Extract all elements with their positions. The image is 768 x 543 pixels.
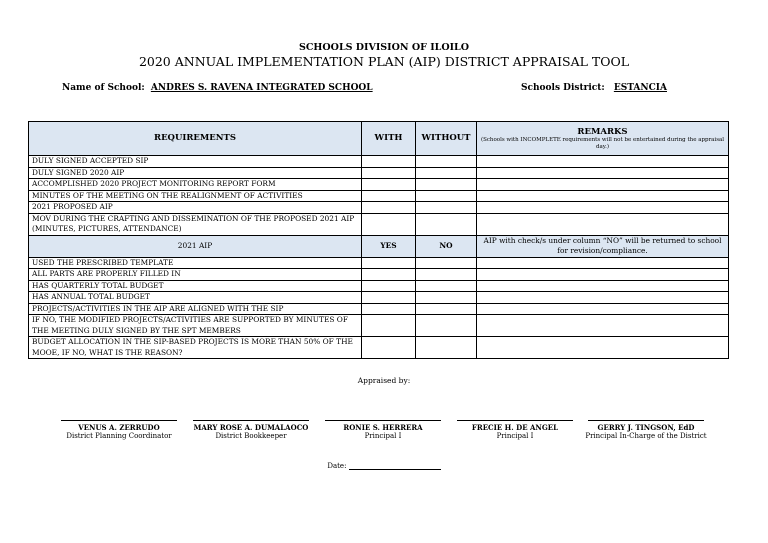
remarks-title: REMARKS bbox=[577, 126, 628, 137]
no-checkbox-cell[interactable] bbox=[416, 280, 477, 292]
with-checkbox-cell[interactable] bbox=[362, 202, 416, 214]
table-row: 2021 PROPOSED AIP bbox=[29, 202, 362, 214]
school-district-field bbox=[521, 83, 667, 93]
yes-checkbox-cell[interactable] bbox=[362, 315, 416, 337]
signatory-block bbox=[181, 420, 321, 441]
signatory-block bbox=[49, 420, 189, 441]
signatory-block bbox=[313, 420, 453, 441]
yes-checkbox-cell[interactable] bbox=[362, 303, 416, 315]
with-checkbox-cell[interactable] bbox=[362, 179, 416, 191]
section-remark: AIP with check/s under column “NO” will be returned to school for revision/compliance. bbox=[477, 235, 729, 257]
with-checkbox-cell[interactable] bbox=[362, 190, 416, 202]
school-district-label: Schools District: bbox=[521, 83, 605, 93]
signature-line bbox=[61, 420, 177, 421]
appraised-by-label: Appraised by: bbox=[357, 376, 411, 385]
remarks-header bbox=[477, 122, 729, 156]
no-checkbox-cell[interactable] bbox=[416, 337, 477, 359]
without-header: WITHOUT bbox=[416, 122, 477, 156]
date-field bbox=[0, 462, 768, 470]
signatory-name: MARY ROSE A. DUMALAOCO bbox=[193, 423, 309, 432]
requirements-header: REQUIREMENTS bbox=[29, 122, 362, 156]
yes-checkbox-cell[interactable] bbox=[362, 269, 416, 281]
yes-header: YES bbox=[362, 235, 416, 257]
signatory-position: Principal I bbox=[364, 432, 402, 440]
table-row: IF NO, THE MODIFIED PROJECTS/ACTIVITIES ARE SUPPORTED BY MINUTES OF THE MEETING DULY SIGNED BY THE SPT MEMBERS bbox=[29, 315, 362, 337]
table-row: HAS ANNUAL TOTAL BUDGET bbox=[29, 292, 362, 304]
with-header: WITH bbox=[362, 122, 416, 156]
signatory-position: District Planning Coordinator bbox=[66, 432, 172, 440]
without-checkbox-cell[interactable] bbox=[416, 179, 477, 191]
table-row: BUDGET ALLOCATION IN THE SIP-BASED PROJECTS IS MORE THAN 50% OF THE MOOE, IF NO, WHAT IS THE REASON? bbox=[29, 337, 362, 359]
yes-checkbox-cell[interactable] bbox=[362, 337, 416, 359]
remarks-cell[interactable] bbox=[477, 179, 729, 191]
signature-line bbox=[193, 420, 309, 421]
signatory-name: GERRY J. TINGSON, EdD bbox=[597, 423, 695, 432]
with-checkbox-cell[interactable] bbox=[362, 167, 416, 179]
school-district-value: ESTANCIA bbox=[613, 83, 667, 93]
signatory-position: Principal I bbox=[496, 432, 534, 440]
yes-checkbox-cell[interactable] bbox=[362, 280, 416, 292]
table-row: ALL PARTS ARE PROPERLY FILLED IN bbox=[29, 269, 362, 281]
no-checkbox-cell[interactable] bbox=[416, 257, 477, 269]
school-name-value: ANDRES S. RAVENA INTEGRATED SCHOOL bbox=[150, 83, 373, 93]
no-checkbox-cell[interactable] bbox=[416, 315, 477, 337]
without-checkbox-cell[interactable] bbox=[416, 156, 477, 168]
document-title: 2020 ANNUAL IMPLEMENTATION PLAN (AIP) DISTRICT APPRAISAL TOOL bbox=[138, 54, 630, 69]
remarks-cell[interactable] bbox=[477, 269, 729, 281]
without-checkbox-cell[interactable] bbox=[416, 167, 477, 179]
no-checkbox-cell[interactable] bbox=[416, 269, 477, 281]
remarks-note: (Schools with INCOMPLETE requirements will not be entertained during the appraisal day.) bbox=[480, 136, 725, 150]
remarks-cell[interactable] bbox=[477, 213, 729, 235]
signature-line bbox=[457, 420, 573, 421]
signatory-name: VENUS A. ZERRUDO bbox=[78, 423, 160, 432]
no-header: NO bbox=[416, 235, 477, 257]
with-checkbox-cell[interactable] bbox=[362, 156, 416, 168]
without-checkbox-cell[interactable] bbox=[416, 213, 477, 235]
date-label: Date: bbox=[327, 462, 347, 470]
remarks-cell[interactable] bbox=[477, 202, 729, 214]
table-row: DULY SIGNED 2020 AIP bbox=[29, 167, 362, 179]
table-row: ACCOMPLISHED 2020 PROJECT MONITORING REPORT FORM bbox=[29, 179, 362, 191]
signatory-position: Principal In-Charge of the District bbox=[585, 432, 707, 440]
table-row: MOV DURING THE CRAFTING AND DISSEMINATION OF THE PROPOSED 2021 AIP (MINUTES, PICTURES, ATTENDANCE) bbox=[29, 213, 362, 235]
yes-checkbox-cell[interactable] bbox=[362, 257, 416, 269]
remarks-cell[interactable] bbox=[477, 257, 729, 269]
yes-checkbox-cell[interactable] bbox=[362, 292, 416, 304]
school-name-field bbox=[62, 83, 373, 93]
no-checkbox-cell[interactable] bbox=[416, 292, 477, 304]
signatory-block bbox=[572, 420, 720, 441]
signatory-name: FRECIE H. DE ANGEL bbox=[471, 423, 559, 432]
table-row: HAS QUARTERLY TOTAL BUDGET bbox=[29, 280, 362, 292]
requirements-table bbox=[28, 121, 729, 359]
table-row: PROJECTS/ACTIVITIES IN THE AIP ARE ALIGNED WITH THE SIP bbox=[29, 303, 362, 315]
remarks-cell[interactable] bbox=[477, 292, 729, 304]
signatory-name: RONIE S. HERRERA bbox=[343, 423, 423, 432]
remarks-cell[interactable] bbox=[477, 315, 729, 337]
remarks-cell[interactable] bbox=[477, 280, 729, 292]
school-name-label: Name of School: bbox=[62, 83, 145, 93]
date-blank-line[interactable] bbox=[349, 462, 441, 470]
remarks-cell[interactable] bbox=[477, 303, 729, 315]
with-checkbox-cell[interactable] bbox=[362, 213, 416, 235]
without-checkbox-cell[interactable] bbox=[416, 190, 477, 202]
without-checkbox-cell[interactable] bbox=[416, 202, 477, 214]
signature-line bbox=[588, 420, 704, 421]
table-row: USED THE PRESCRIBED TEMPLATE bbox=[29, 257, 362, 269]
table-row: MINUTES OF THE MEETING ON THE REALIGNMENT OF ACTIVITIES bbox=[29, 190, 362, 202]
no-checkbox-cell[interactable] bbox=[416, 303, 477, 315]
remarks-cell[interactable] bbox=[477, 167, 729, 179]
division-heading: SCHOOLS DIVISION OF ILOILO bbox=[299, 42, 469, 53]
remarks-cell[interactable] bbox=[477, 190, 729, 202]
remarks-cell[interactable] bbox=[477, 156, 729, 168]
section-2021-aip-label: 2021 AIP bbox=[29, 235, 362, 257]
signatory-block bbox=[445, 420, 585, 441]
remarks-cell[interactable] bbox=[477, 337, 729, 359]
signature-line bbox=[325, 420, 441, 421]
signatory-position: District Bookkeeper bbox=[215, 432, 287, 440]
table-row: DULY SIGNED ACCEPTED SIP bbox=[29, 156, 362, 168]
